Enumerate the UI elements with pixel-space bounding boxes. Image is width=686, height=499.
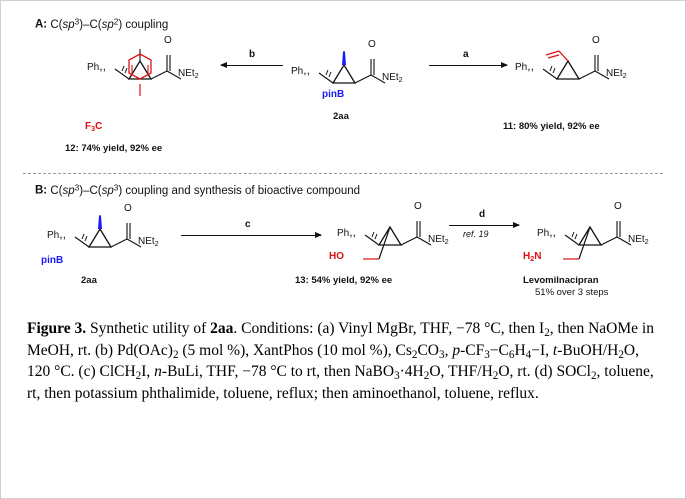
label-h2n-levo: $H_2N$ (523, 251, 542, 263)
structure-2aa-panel-b (41, 203, 171, 286)
label-ph-13: Ph,, (337, 225, 356, 239)
arrow-a-left (221, 65, 283, 66)
panel-b-title-text: $C(sp^3)-C(sp^3)$ coupling and synthesis of bioactive compound (50, 183, 361, 197)
panel-divider (23, 173, 663, 174)
label-ph-2aa-b: Ph,, (47, 227, 66, 241)
label-ph-levo: Ph,, (537, 225, 556, 239)
caption-levomilnacipran: 51% over 3 steps (535, 287, 609, 298)
figure-caption-text: Synthetic utility of 2aa. Conditions: (a) Vinyl MgBr, THF, −78 °C, then $I_2$, then NaOMe in MeOH, rt. (b) $Pd(OAc)_2$ (5 mol %), XantPhos (10 mol %), $Cs_2CO_3$, $p-CF_3-C_6H_4-I$, $t-BuOH/H_2O$, 120 °C. (c) ClCH$_2$I, n-BuLi, THF, −78 °C to rt, then $NaBO_3\cdot 4H_2O$, THF/$H_2O$, rt. (d) SOCl$_2$, toluene, rt, then potassium phthalimide, toluene, reflux; then aminoethanol, toluene, reflux. (27, 320, 654, 402)
label-o-11: O (592, 35, 600, 46)
scheme-area (17, 13, 669, 313)
panel-b (35, 183, 661, 313)
caption-11: 11: 80% yield, 92% ee (503, 121, 600, 132)
label-ph-11: Ph,, (515, 59, 534, 73)
label-name-2aa-b: 2aa (81, 275, 97, 286)
arrow-a-right (429, 65, 507, 66)
label-o-levo: O (614, 201, 622, 212)
structure-drawing-13 (331, 201, 471, 281)
structure-drawing-levomilnacipran (531, 201, 671, 281)
label-net2-12: NEt$_2$ (178, 68, 199, 80)
panel-a (35, 17, 661, 165)
arrow-b-first (181, 235, 321, 236)
structure-12 (65, 35, 221, 154)
arrow-label-b: b (249, 49, 256, 60)
label-net2-2aa-a: NEt$_2$ (382, 72, 403, 84)
label-net2-13: NEt$_2$ (428, 234, 449, 246)
label-o-2aa-b: O (124, 203, 132, 214)
panel-b-title (35, 183, 661, 197)
figure-caption (27, 319, 659, 404)
label-ho-13: HO (329, 251, 344, 262)
label-ph-12: Ph,, (87, 59, 106, 73)
label-name-2aa-a: 2aa (333, 111, 349, 122)
structure-2aa-panel-a (285, 39, 415, 122)
structure-13 (295, 201, 471, 286)
label-pinb-2aa-a: pinB (322, 89, 345, 100)
arrow-label-d: d (479, 209, 486, 220)
label-o-13: O (414, 201, 422, 212)
label-net2-2aa-b: NEt$_2$ (138, 236, 159, 248)
arrow-b-second (449, 225, 519, 226)
label-o-2aa-a: O (368, 39, 376, 50)
label-pinb-2aa-b: pinB (41, 255, 64, 266)
arrow-label-a: a (463, 49, 469, 60)
structure-drawing-12 (71, 39, 221, 131)
figure-label: Figure 3. (27, 320, 87, 337)
arrow-label-c: c (245, 219, 251, 230)
label-ph-2aa-a: Ph,, (291, 63, 310, 77)
name-levomilnacipran: Levomilnacipran (523, 275, 599, 286)
caption-13: 13: 54% yield, 92% ee (295, 275, 393, 286)
label-net2-levo: NEt$_2$ (628, 234, 649, 246)
panel-a-title-text: $C(sp^3)-C(sp^2)$ coupling (50, 17, 169, 31)
panel-b-title-prefix: B: (35, 184, 51, 197)
label-o-12: O (164, 35, 172, 46)
panel-a-title-prefix: A: (35, 18, 51, 31)
label-f3c-12: $F_3C$ (85, 121, 103, 133)
structure-11 (503, 35, 649, 132)
caption-12: 12: 74% yield, 92% ee (65, 143, 163, 154)
structure-drawing-11 (509, 39, 649, 119)
label-net2-11: NEt$_2$ (606, 68, 627, 80)
structure-levomilnacipran (523, 201, 671, 298)
arrow-label-ref19: ref. 19 (463, 229, 489, 239)
panel-a-title (35, 17, 661, 31)
